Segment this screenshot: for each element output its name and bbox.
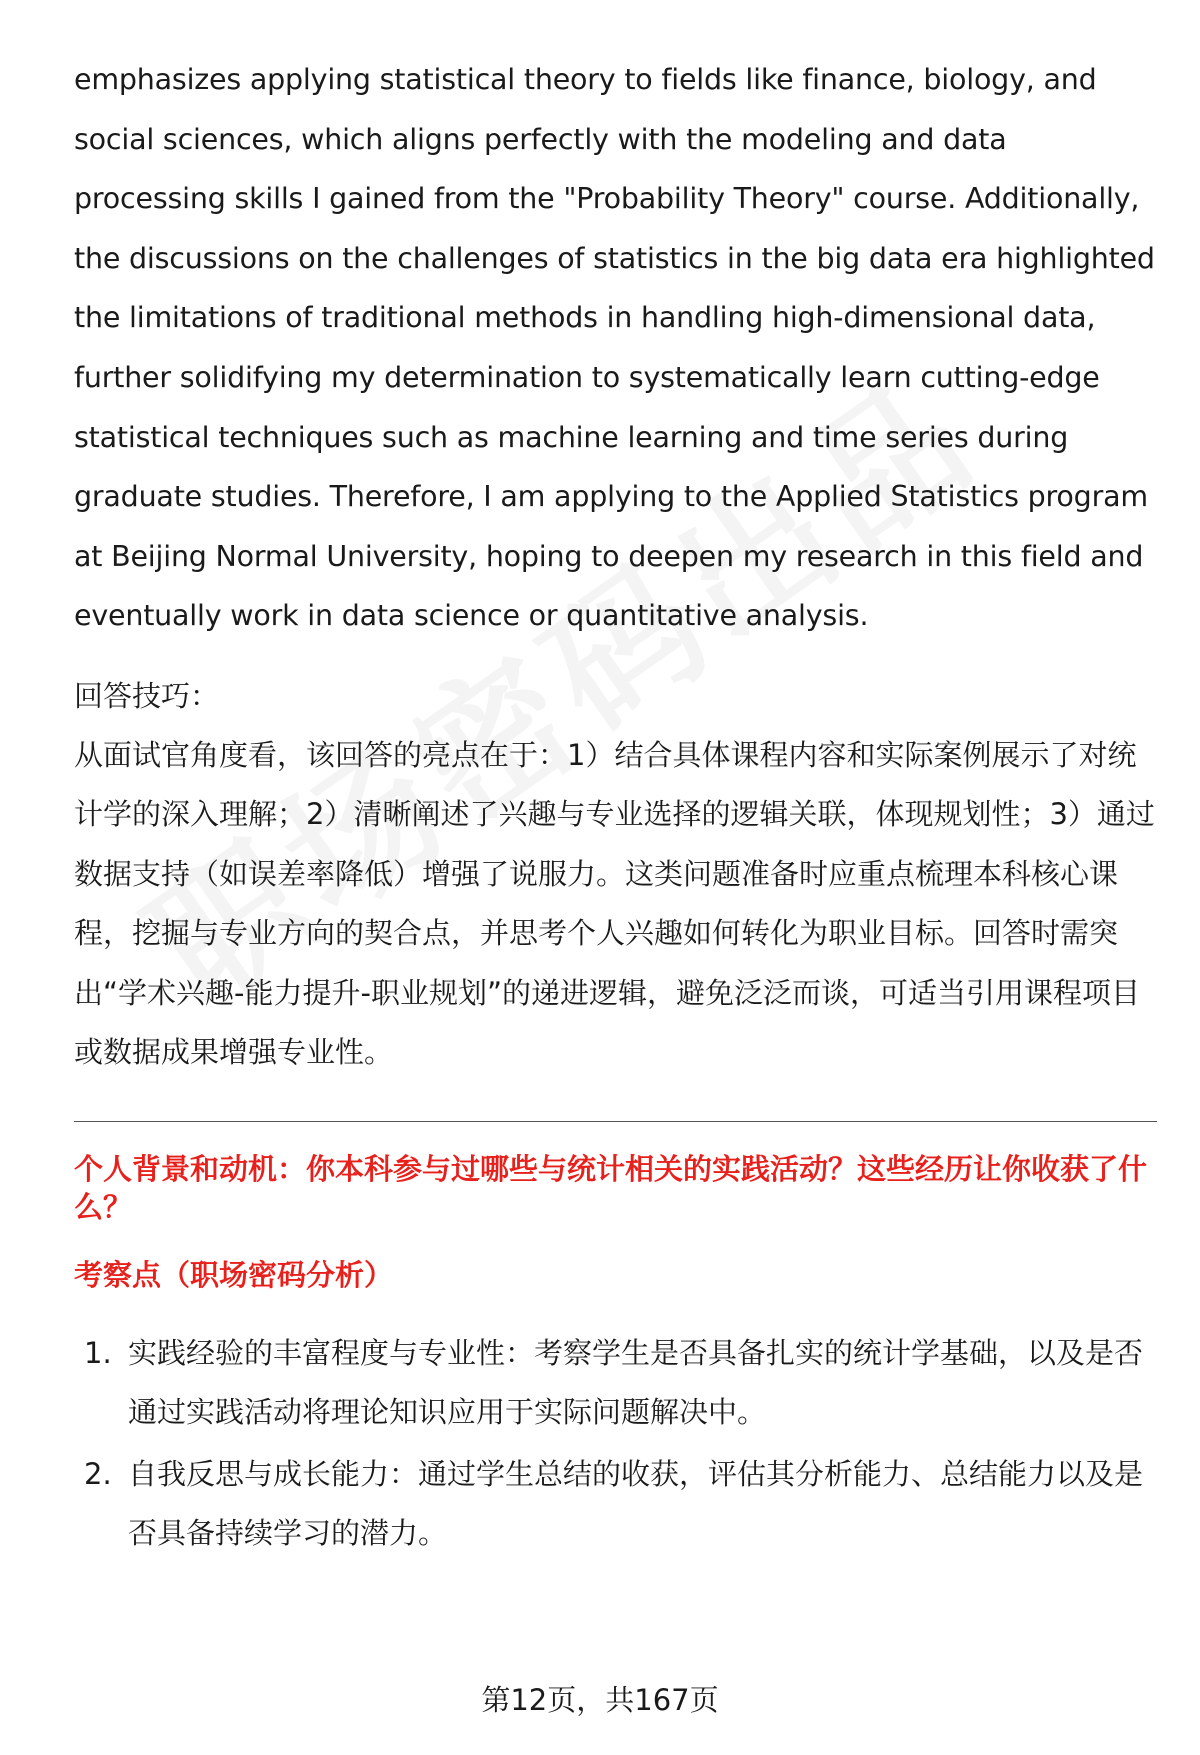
assessment-heading: 考察点（职场密码分析） [74,1257,394,1292]
tips-paragraph: 从面试官角度看，该回答的亮点在于：1）结合具体课程内容和实际案例展示了对统计学的深入理解；2）清晰阐述了兴趣与专业选择的逻辑关联，体现规划性；3）通过数据支持（如误差率降低）增强了说服力。这类问题准备时应重点梳理本科核心课程，挖掘与专业方向的契合点，并思考个人兴趣如何转化为职业目标。回答时需突出“学术兴趣-能力提升-职业规划”的递进逻辑，避免泛泛而谈，可适当引用课程项目或数据成果增强专业性。 [74,737,1155,1070]
list-item-text: 实践经验的丰富程度与专业性：考察学生是否具备扎实的统计学基础，以及是否通过实践活动将理论知识应用于实际问题解决中。 [128,1335,1144,1430]
list-item-text: 自我反思与成长能力：通过学生总结的收获，评估其分析能力、总结能力以及是否具备持续学习的潜力。 [128,1456,1144,1551]
page-number-footer: 第12页，共167页 [481,1683,719,1717]
list-item-number: 1. [84,1335,112,1370]
english-answer-paragraph: emphasizes applying statistical theory to fields like finance, biology, and social sciences, which aligns perfectly with the modeling and data processing skills I gained from the "Probability Theory" course. Additionally, the discussions on the challenges of statistics in the big data era highlighted the limitations of traditional methods in handling high-dimensional data, further solidifying my determination to systematically learn cutting-edge statistical techniques such as machine learning and time series during graduate studies. Therefore, I am applying to the Applied Statistics program at Beijing Normal University, hoping to deepen my research in this field and eventually work in data science or quantitative analysis. [74,63,1155,633]
document-body [74,50,1159,1566]
list-item [74,1324,1159,1443]
list-item-number: 2. [84,1456,112,1491]
list-item [74,1445,1159,1564]
interview-question: 个人背景和动机：你本科参与过哪些与统计相关的实践活动？这些经历让你收获了什么？ [74,1151,1148,1224]
assessment-list [74,1324,1159,1564]
section-divider [74,1121,1157,1122]
tips-heading: 回答技巧： [74,678,220,713]
